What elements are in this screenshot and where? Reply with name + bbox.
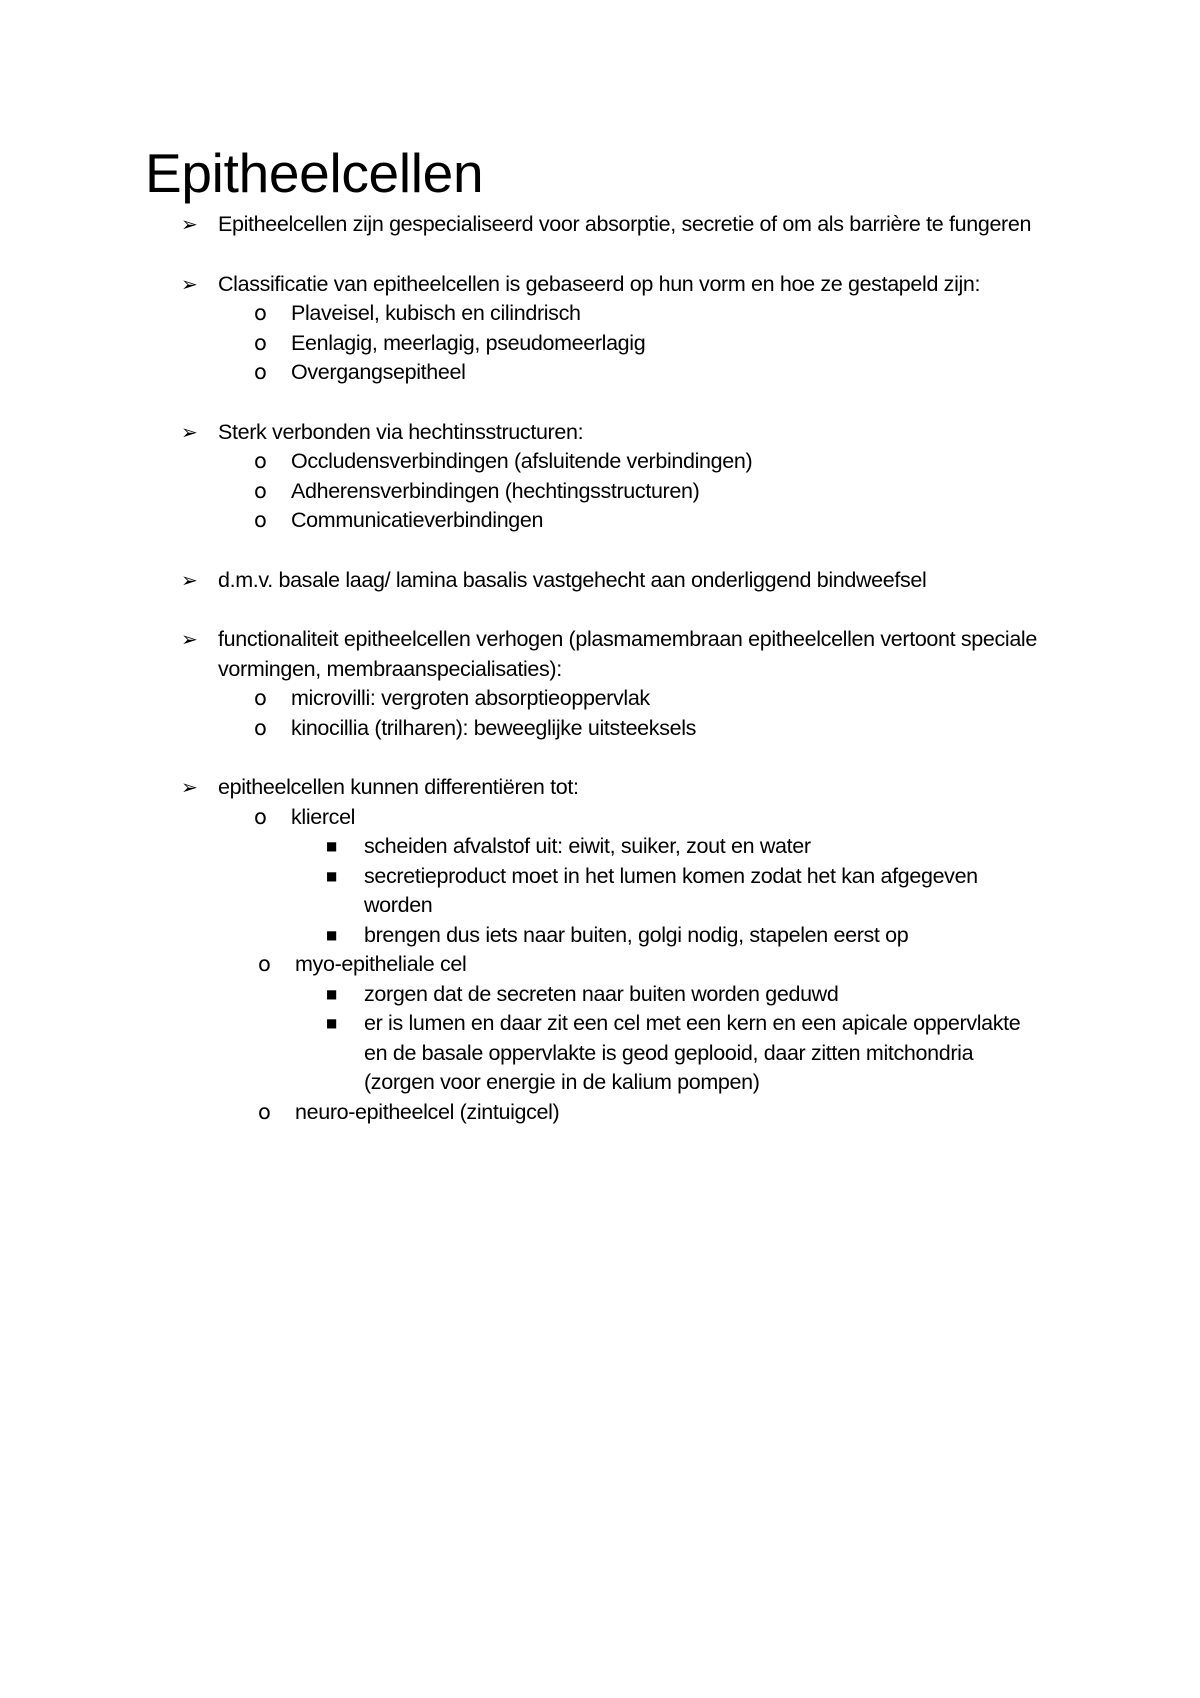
- circle-bullet-icon: o: [254, 715, 267, 740]
- arrow-bullet-icon: ➢: [181, 271, 198, 296]
- sub-list-item-text: microvilli: vergroten absorptieoppervlak: [291, 686, 650, 710]
- list-item: [0, 270, 1038, 300]
- document-body: [0, 210, 1200, 1127]
- sub-sub-list-item-text: scheiden afvalstof uit: eiwit, suiker, zout en water: [364, 834, 811, 858]
- list-item: [0, 773, 1038, 803]
- sub-list-item: [0, 1098, 1038, 1128]
- sub-list-item: [0, 506, 1038, 536]
- circle-bullet-icon: o: [254, 360, 267, 384]
- arrow-bullet-icon: ➢: [181, 775, 198, 799]
- list-item: [0, 210, 1038, 240]
- sub-list-item: [0, 684, 1038, 714]
- sub-sub-list-item: [0, 832, 1038, 862]
- arrow-bullet-icon: ➢: [181, 419, 198, 444]
- sub-list-item: [0, 358, 1038, 388]
- list-item-text: functionaliteit epitheelcellen verhogen (plasmamembraan epitheelcellen vertoont speciale vormingen, membraanspecialisaties):: [218, 627, 1037, 681]
- list-item: [0, 566, 1038, 596]
- sub-list-item-text: kliercel: [291, 804, 356, 829]
- page-title: Epitheelcellen: [145, 142, 484, 204]
- list-item-text: Sterk verbonden via hechtinsstructuren:: [218, 419, 584, 444]
- list-item: [0, 418, 1038, 448]
- square-bullet-icon: ■: [326, 1016, 337, 1030]
- square-bullet-icon: ■: [326, 927, 337, 942]
- circle-bullet-icon: o: [258, 1099, 271, 1124]
- sub-list-item-text: Plaveisel, kubisch en cilindrisch: [291, 301, 581, 325]
- sub-sub-list-item: [0, 1009, 1038, 1098]
- circle-bullet-icon: o: [254, 301, 267, 325]
- sub-sub-list-item-text: er is lumen en daar zit een cel met een kern en een apicale oppervlakte en de basale oppervlakte is geod geplooid, daar zitten mitchondria (zorgen voor energie in de kalium pompen): [364, 1011, 1021, 1094]
- sub-list-item: [0, 950, 1038, 980]
- circle-bullet-icon: o: [254, 686, 267, 710]
- circle-bullet-icon: o: [254, 478, 267, 503]
- sub-list-item: [0, 803, 1038, 833]
- sub-sub-list-item-text: brengen dus iets naar buiten, golgi nodig, stapelen eerst op: [364, 922, 909, 947]
- sub-list-item: [0, 447, 1038, 477]
- square-bullet-icon: ■: [326, 986, 337, 1001]
- list-item-text: Epitheelcellen zijn gespecialiseerd voor absorptie, secretie of om als barrière te fungeren: [218, 212, 1032, 236]
- circle-bullet-icon: o: [254, 804, 267, 829]
- circle-bullet-icon: o: [254, 508, 267, 532]
- arrow-bullet-icon: ➢: [181, 212, 198, 236]
- list-item-text: epitheelcellen kunnen differentiëren tot:: [218, 775, 579, 799]
- square-bullet-icon: ■: [326, 868, 337, 883]
- list-item-text: d.m.v. basale laag/ lamina basalis vastgehecht aan onderliggend bindweefsel: [218, 567, 927, 592]
- arrow-bullet-icon: ➢: [181, 627, 198, 651]
- circle-bullet-icon: o: [254, 449, 267, 473]
- sub-list-item: [0, 477, 1038, 507]
- sub-list-item-text: myo-epitheliale cel: [295, 952, 467, 976]
- sub-list-item-text: neuro-epitheelcel (zintuigcel): [295, 1099, 560, 1124]
- sub-list-item-text: Occludensverbindingen (afsluitende verbindingen): [291, 449, 753, 473]
- sub-list-item-text: Communicatieverbindingen: [291, 508, 544, 532]
- sub-sub-list-item-text: zorgen dat de secreten naar buiten worden geduwd: [364, 981, 839, 1006]
- sub-sub-list-item: [0, 921, 1038, 951]
- square-bullet-icon: ■: [326, 839, 337, 853]
- circle-bullet-icon: o: [258, 952, 271, 976]
- sub-list-item: [0, 329, 1038, 359]
- sub-sub-list-item: [0, 980, 1038, 1010]
- sub-list-item-text: Eenlagig, meerlagig, pseudomeerlagig: [291, 330, 646, 355]
- sub-sub-list-item-text: secretieproduct moet in het lumen komen zodat het kan afgegeven worden: [364, 863, 978, 917]
- sub-list-item: [0, 299, 1038, 329]
- sub-list-item: [0, 714, 1038, 744]
- list-item-text: Classificatie van epitheelcellen is gebaseerd op hun vorm en hoe ze gestapeld zijn:: [218, 271, 981, 296]
- sub-list-item-text: Adherensverbindingen (hechtingsstructuren): [291, 478, 700, 503]
- sub-sub-list-item: [0, 862, 1038, 921]
- circle-bullet-icon: o: [254, 330, 267, 355]
- list-item: [0, 625, 1038, 684]
- arrow-bullet-icon: ➢: [181, 567, 198, 592]
- sub-list-item-text: kinocillia (trilharen): beweeglijke uitsteeksels: [291, 715, 697, 740]
- sub-list-item-text: Overgangsepitheel: [291, 360, 466, 384]
